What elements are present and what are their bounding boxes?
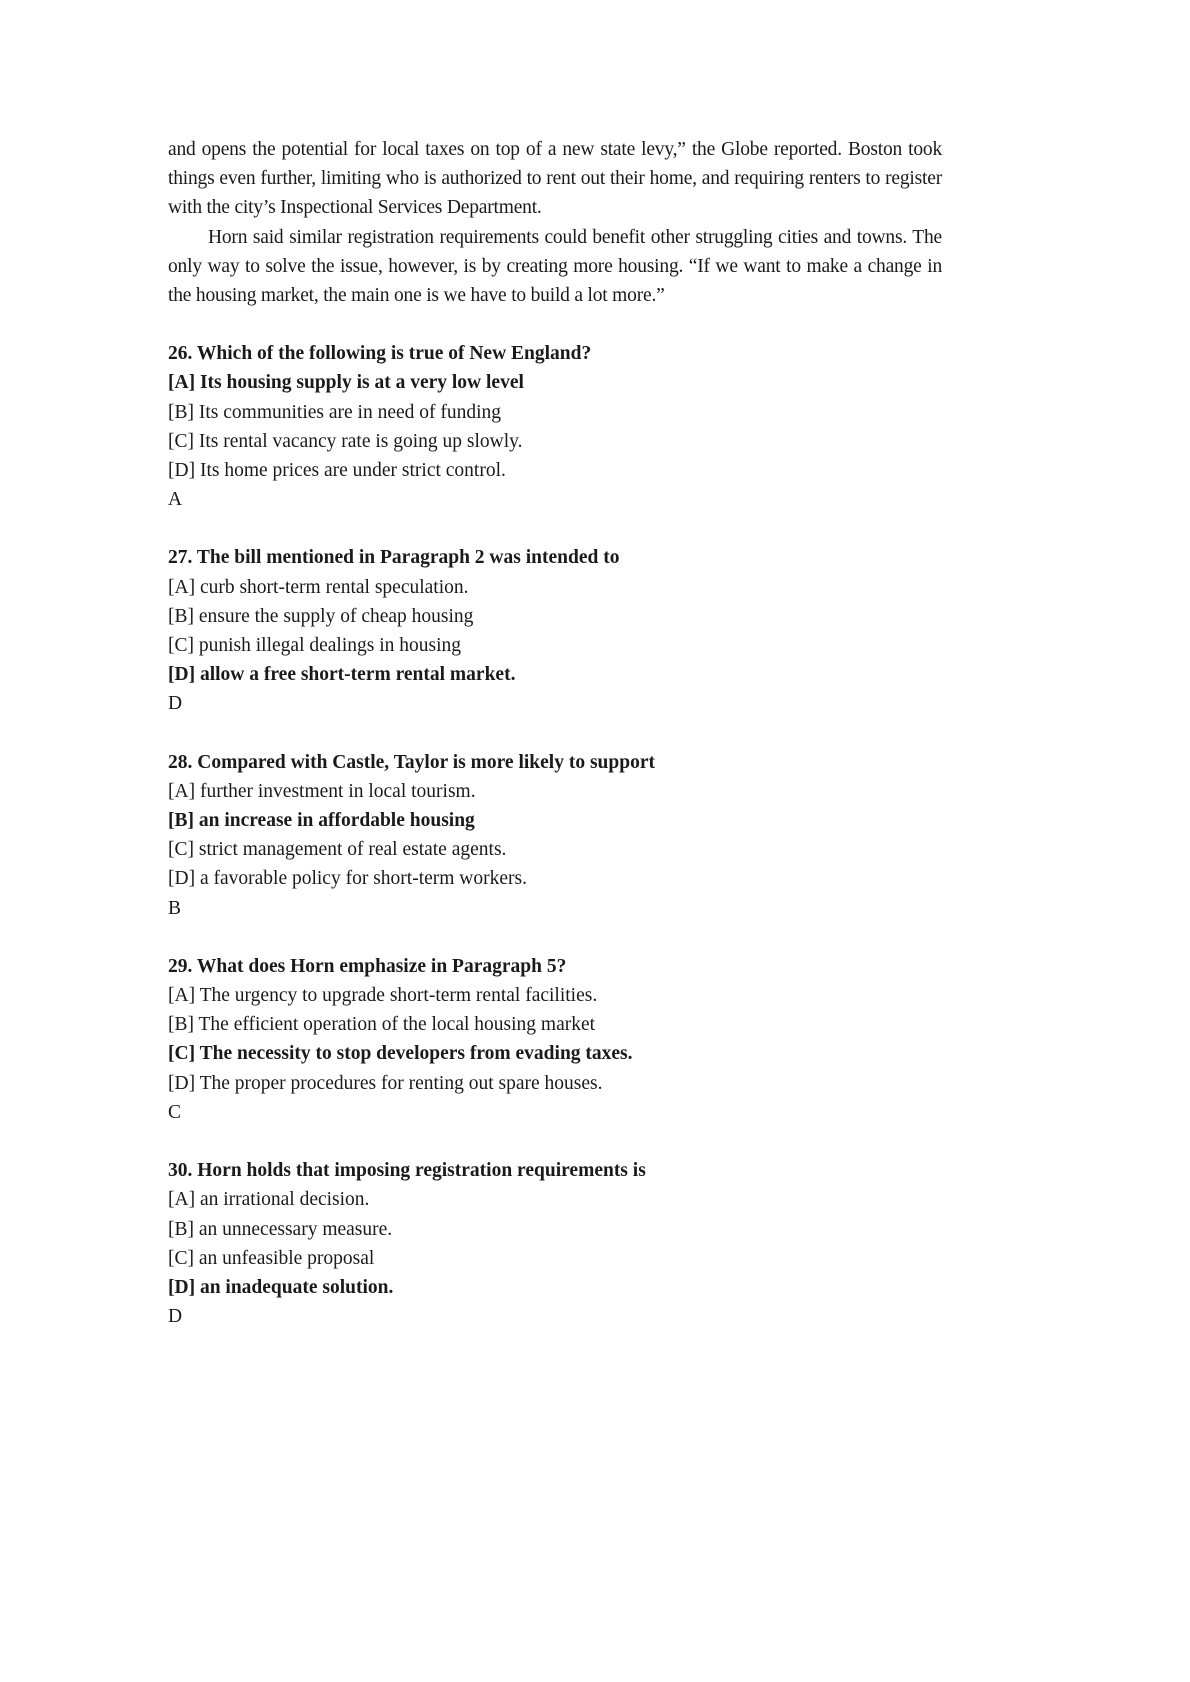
- option-c: [C] punish illegal dealings in housing: [168, 635, 462, 657]
- question-26: [168, 339, 942, 514]
- option-c: [C] an unfeasible proposal: [168, 1247, 375, 1269]
- option-a: [A] curb short-term rental speculation.: [168, 576, 469, 598]
- option-a: [A] The urgency to upgrade short-term rental facilities.: [168, 985, 598, 1007]
- answer-key: B: [168, 897, 182, 919]
- passage: [168, 135, 942, 310]
- answer-key: C: [168, 1101, 182, 1123]
- option-d: [D] Its home prices are under strict control.: [168, 460, 506, 482]
- option-d: [D] an inadequate solution.: [168, 1276, 394, 1298]
- option-b: [B] an unnecessary measure.: [168, 1218, 393, 1240]
- question-stem: 26. Which of the following is true of New England?: [168, 343, 592, 365]
- option-b: [B] The efficient operation of the local housing market: [168, 1014, 596, 1036]
- option-d: [D] a favorable policy for short-term workers.: [168, 868, 527, 890]
- question-stem: 30. Horn holds that imposing registration requirements is: [168, 1160, 646, 1182]
- option-d: [D] The proper procedures for renting out spare houses.: [168, 1072, 603, 1094]
- option-a: [A] an irrational decision.: [168, 1189, 370, 1211]
- answer-key: A: [168, 489, 183, 511]
- question-27: [168, 543, 942, 718]
- question-stem: 28. Compared with Castle, Taylor is more likely to support: [168, 751, 655, 773]
- answer-key: D: [168, 693, 183, 715]
- question-30: [168, 1156, 942, 1331]
- option-a: [A] further investment in local tourism.: [168, 780, 476, 802]
- option-b: [B] ensure the supply of cheap housing: [168, 605, 474, 627]
- option-b: [B] an increase in affordable housing: [168, 810, 475, 832]
- question-29: [168, 952, 942, 1127]
- option-d: [D] allow a free short-term rental market.: [168, 664, 516, 686]
- option-b: [B] Its communities are in need of funding: [168, 401, 502, 423]
- question-28: [168, 748, 942, 923]
- option-a: [A] Its housing supply is at a very low level: [168, 372, 524, 394]
- document-page: [168, 135, 942, 1331]
- option-c: [C] The necessity to stop developers from evading taxes.: [168, 1043, 633, 1065]
- passage-paragraph-2: Horn said similar registration requirements could benefit other struggling cities and towns. The only way to solve the issue, however, is by creating more housing. “If we want to make a change in the housing market, the main one is we have to build a lot more.”: [168, 226, 942, 307]
- question-stem: 27. The bill mentioned in Paragraph 2 was intended to: [168, 547, 620, 569]
- option-c: [C] strict management of real estate agents.: [168, 839, 507, 861]
- passage-paragraph-1: and opens the potential for local taxes on top of a new state levy,” the Globe reported. Boston took things even further, limiting who is authorized to rent out their home, and requiring renters to register with the city’s Inspectional Services Department.: [168, 139, 942, 219]
- option-c: [C] Its rental vacancy rate is going up slowly.: [168, 430, 523, 452]
- question-stem: 29. What does Horn emphasize in Paragraph 5?: [168, 955, 567, 977]
- answer-key: D: [168, 1306, 183, 1328]
